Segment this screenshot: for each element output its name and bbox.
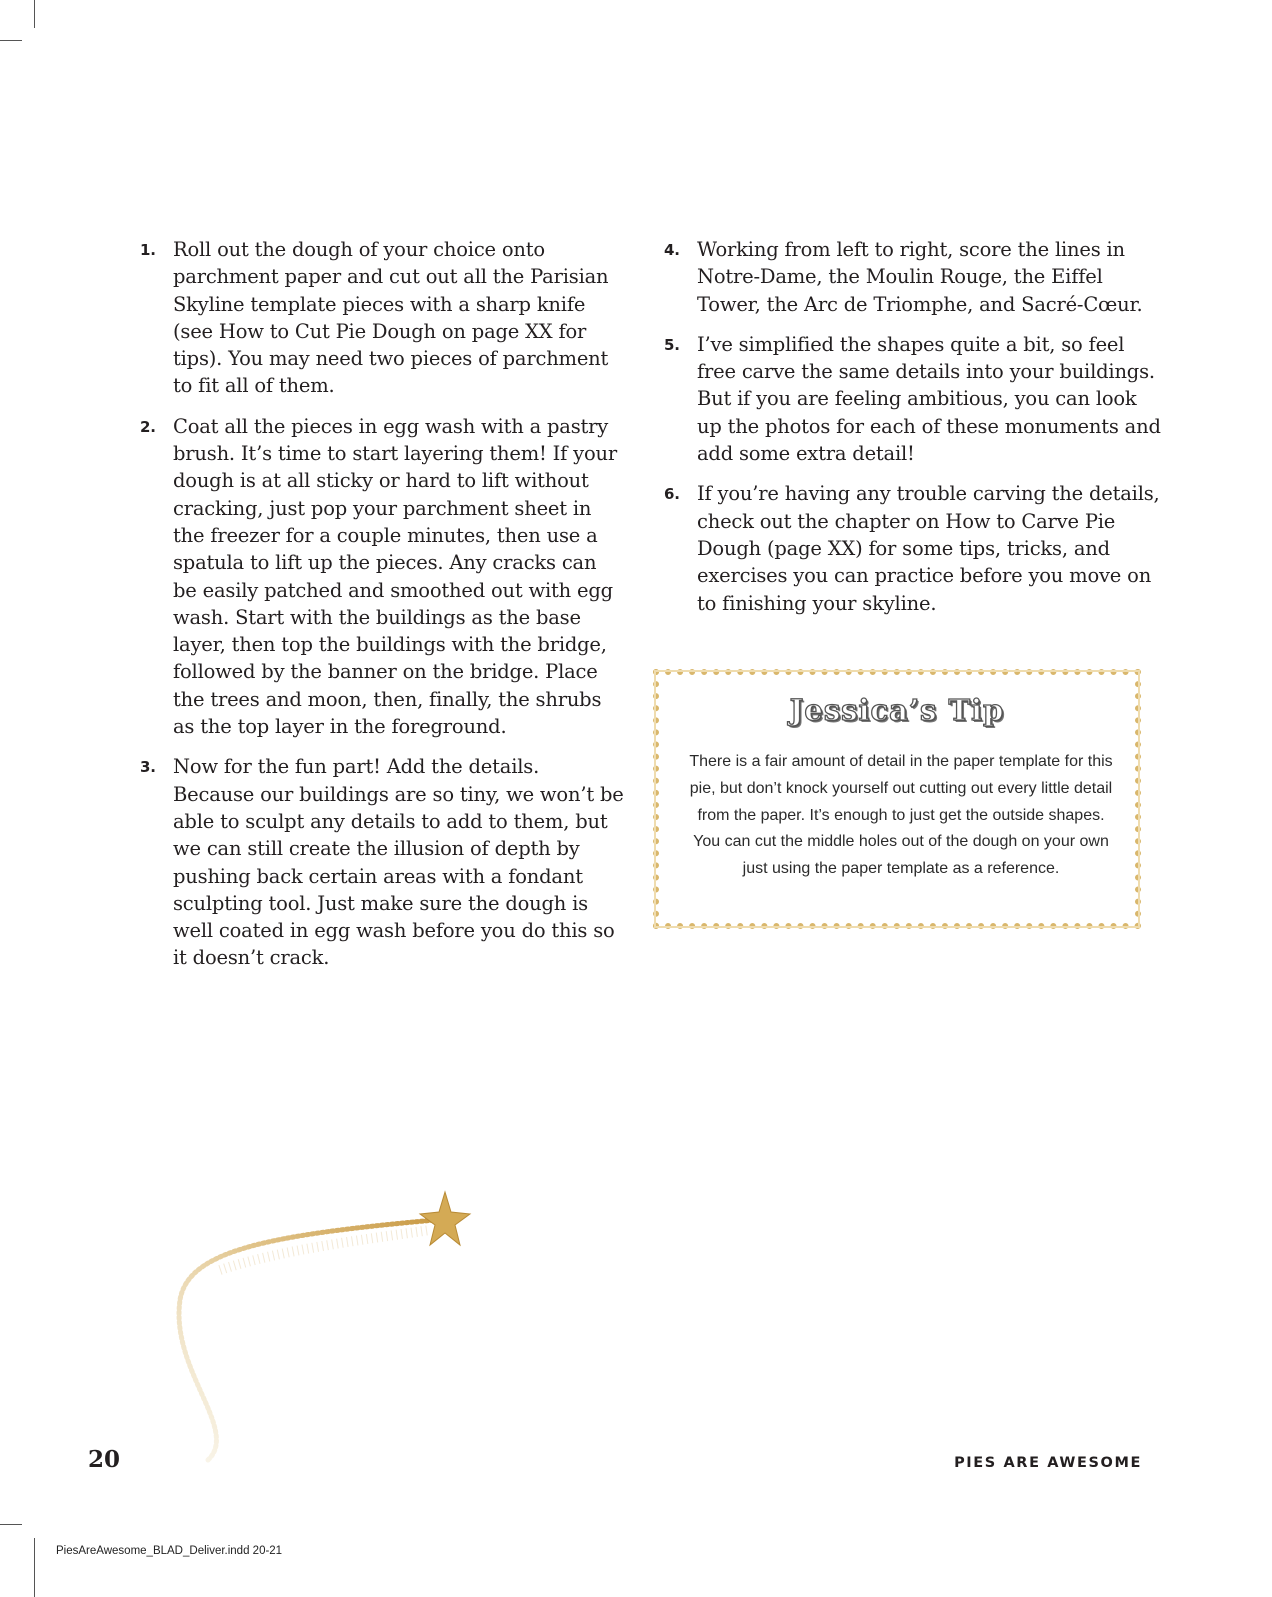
step-1 — [140, 236, 625, 400]
step-text: Working from left to right, score the lines in Notre-Dame, the Moulin Rouge, the Eiffel Tower, the Arc de Triomphe, and Sacré-Cœur. — [697, 238, 1143, 316]
steps-right-column — [664, 236, 1164, 630]
file-slug: PiesAreAwesome_BLAD_Deliver.indd 20-21 — [56, 1545, 283, 1557]
step-4 — [664, 236, 1164, 318]
tip-box — [653, 669, 1141, 929]
step-number: 1. — [140, 241, 156, 259]
step-text: I’ve simplified the shapes quite a bit, so feel free carve the same details into your buildings. But if you are feeling ambitious, you can look up the photos for each of these monuments and add some extra detail! — [697, 332, 1161, 466]
step-3 — [140, 753, 625, 971]
crop-mark-top-vertical — [34, 0, 35, 28]
step-text: Now for the fun part! Add the details. Because our buildings are so tiny, we won’t be able to sculpt any details to add to them, but we can still create the illusion of depth by pushing back certain areas with a fondant sculpting tool. Just make sure the dough is well coated in egg wash before you do this so it doesn’t crack. — [173, 755, 624, 970]
crop-mark-bottom-horizontal — [0, 1524, 22, 1525]
step-number: 6. — [664, 485, 680, 504]
step-number: 2. — [140, 417, 156, 436]
tip-title: Jessica’s Tip — [789, 693, 1005, 727]
step-2 — [140, 413, 625, 741]
star-icon — [420, 1192, 470, 1245]
steps-left-column — [140, 236, 625, 985]
step-number: 5. — [664, 335, 680, 354]
step-number: 3. — [140, 758, 156, 777]
shooting-star-illustration — [160, 1190, 480, 1480]
step-text: Roll out the dough of your choice onto parchment paper and cut out all the Parisian Skyline template pieces with a sharp knife (see How to Cut Pie Dough on page XX for tips). You may need two pieces of parchment to fit all of them. — [173, 238, 609, 398]
page-number: 20 — [88, 1446, 121, 1473]
crop-mark-bottom-vertical — [34, 1538, 35, 1597]
step-5 — [664, 331, 1164, 467]
step-text: Coat all the pieces in egg wash with a pastry brush. It’s time to start layering them! If your dough is at all sticky or hard to lift without cracking, just pop your parchment sheet in the freezer for a couple minutes, then use a spatula to lift up the pieces. Any cracks can be easily patched and smoothed out with egg wash. Start with the buildings as the base layer, then top the buildings with the bridge, followed by the banner on the bridge. Place the trees and moon, then, finally, the shrubs as the top layer in the foreground. — [173, 414, 618, 739]
step-6 — [664, 480, 1164, 616]
crop-mark-top-horizontal — [0, 40, 22, 41]
step-text: If you’re having any trouble carving the details, check out the chapter on How to Carve Pie Dough (page XX) for some tips, tricks, and exercises you can practice before you move on to finishing your skyline. — [697, 482, 1160, 615]
star-trail-dust — [220, 1230, 430, 1270]
step-number: 4. — [664, 241, 680, 259]
running-head: PIES ARE AWESOME — [954, 1455, 1142, 1471]
star-trail — [179, 1220, 435, 1460]
tip-body: There is a fair amount of detail in the paper template for this pie, but don’t knock yourself out cutting out every little detail from the paper. It’s enough to just get the outside shapes. You can cut the middle holes out of the dough on your own just using the paper template as a reference. — [689, 753, 1113, 878]
